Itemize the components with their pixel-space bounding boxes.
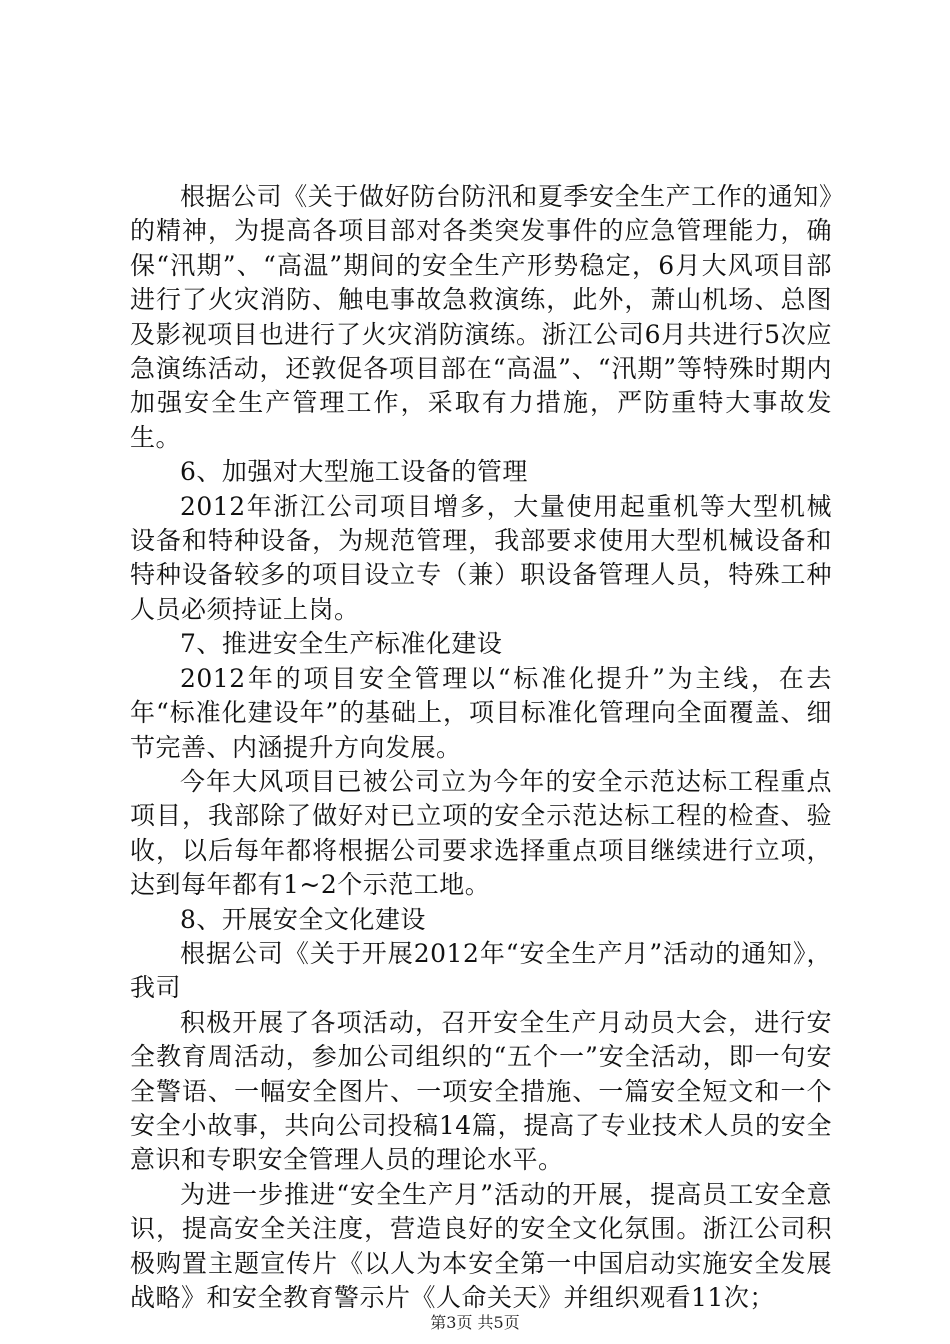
paragraph-emergency-drills: 根据公司《关于做好防台防汛和夏季安全生产工作的通知》的精神，为提高各项目部对各类突发事件的应急管理能力，确保“汛期”、“高温”期间的安全生产形势稳定，6月大风项目部进行了火灾消防、触电事故急救演练，此外，萧山机场、总图及影视项目也进行了火灾消防演练。浙江公司6月共进行5次应急演练活动，还敦促各项目部在“高温”、“汛期”等特殊时期内加强安全生产管理工作，采取有力措施，严防重特大事故发生。 xyxy=(130,182,832,452)
paragraph-demonstration-projects: 今年大风项目已被公司立为今年的安全示范达标工程重点项目，我部除了做好对已立项的安全示范达标工程的检查、验收，以后每年都将根据公司要求选择重点项目继续进行立项，达到每年都有1~2个示范工地。 xyxy=(130,766,832,900)
page-number-footer: 第3页 共5页 xyxy=(430,1313,520,1332)
document-body xyxy=(130,180,832,1315)
paragraph-safety-activities: 积极开展了各项活动，召开安全生产月动员大会，进行安全教育周活动，参加公司组织的“五个一”安全活动，即一句安全警语、一幅安全图片、一项安全措施、一篇安全短文和一个安全小故事，共向公司投稿14篇，提高了专业技术人员的安全意识和专职安全管理人员的理论水平。 xyxy=(130,1007,832,1175)
paragraph-safety-films: 为进一步推进“安全生产月”活动的开展，提高员工安全意识，提高安全关注度，营造良好的安全文化氛围。浙江公司积极购置主题宣传片《以人为本安全第一中国启动实施安全发展战略》和安全教育警示片《人命关天》并组织观看11次； xyxy=(130,1179,832,1312)
paragraph-equipment-management: 2012年浙江公司项目增多，大量使用起重机等大型机械设备和特种设备，为规范管理，我部要求使用大型机械设备和特种设备较多的项目设立专（兼）职设备管理人员，特殊工种人员必须持证上岗。 xyxy=(130,491,832,624)
paragraph-standardization: 2012年的项目安全管理以“标准化提升”为主线，在去年“标准化建设年”的基础上，项目标准化管理向全面覆盖、细节完善、内涵提升方向发展。 xyxy=(130,663,832,762)
section-heading-equipment: 6、加强对大型施工设备的管理 xyxy=(180,457,528,487)
section-heading-standardization: 7、推进安全生产标准化建设 xyxy=(180,629,503,659)
paragraph-safety-month-notice: 根据公司《关于开展2012年“安全生产月”活动的通知》，我司 xyxy=(130,938,832,1003)
section-heading-safety-culture: 8、开展安全文化建设 xyxy=(180,904,426,934)
